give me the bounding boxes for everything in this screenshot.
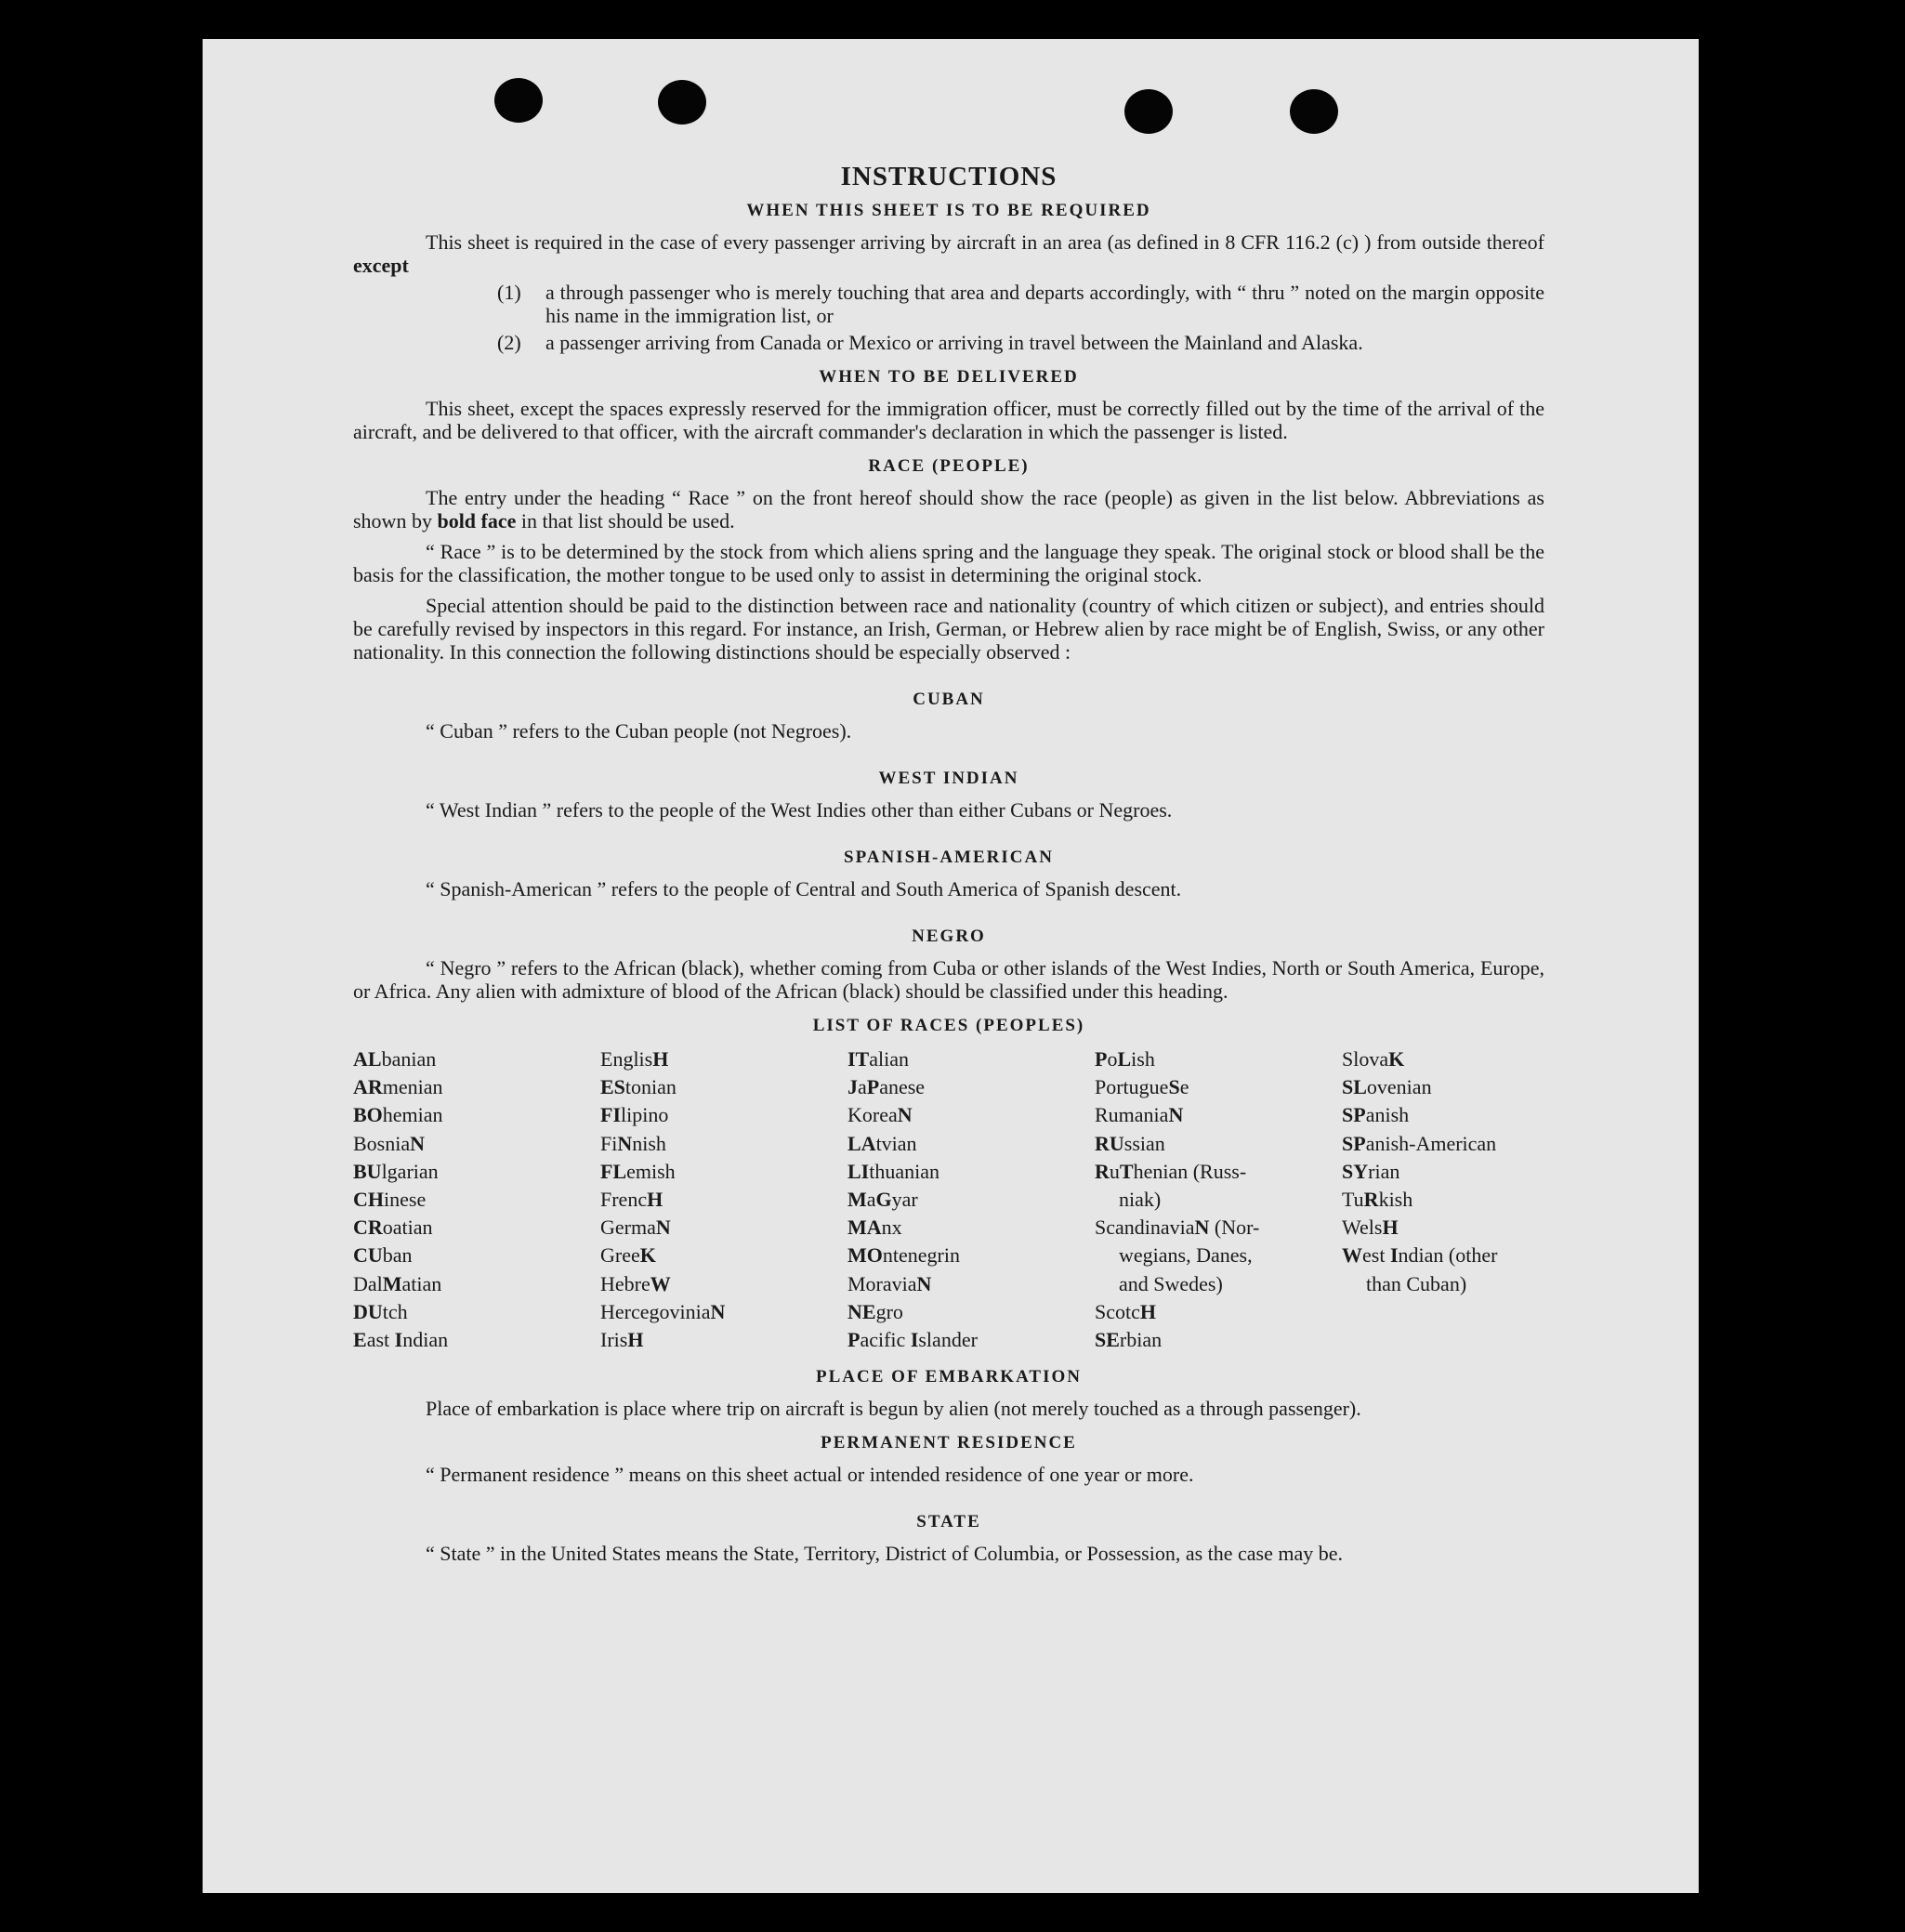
- race-entry: FLemish: [600, 1159, 676, 1183]
- race-entry: SlovaK: [1342, 1047, 1405, 1071]
- race-entry: SYrian: [1342, 1159, 1400, 1183]
- race-entry: NEgro: [847, 1299, 903, 1323]
- section-heading-negro: NEGRO: [912, 927, 986, 946]
- section-heading-embarkation: PLACE OF EMBARKATION: [816, 1367, 1082, 1387]
- document-page: [203, 39, 1699, 1893]
- section-heading-races: LIST OF RACES (PEOPLES): [812, 1016, 1085, 1035]
- race-entry: CHinese: [353, 1188, 427, 1212]
- race-entry: SErbian: [1095, 1328, 1163, 1352]
- race-entry: FiNnish: [600, 1131, 666, 1155]
- race-entry: ScotcH: [1095, 1299, 1157, 1323]
- race-column: [847, 1045, 1095, 1354]
- race-entry: and Swedes): [1119, 1271, 1223, 1295]
- race-column: [1342, 1045, 1589, 1354]
- race-column: [600, 1045, 847, 1354]
- race-entry: BUlgarian: [353, 1159, 439, 1183]
- section-heading-state: STATE: [916, 1512, 981, 1532]
- race-entry: MAnx: [847, 1216, 902, 1240]
- section-heading-west-indian: WEST INDIAN: [878, 769, 1019, 788]
- punch-hole: [494, 78, 543, 123]
- race-entry: WelsH: [1342, 1216, 1399, 1240]
- instructions-content: [353, 158, 1544, 1565]
- race-entry: FIlipino: [600, 1103, 669, 1127]
- race-entry: SLovenian: [1342, 1075, 1432, 1099]
- race-entry: SPanish-American: [1342, 1131, 1497, 1155]
- section-heading-race: RACE (PEOPLE): [868, 456, 1030, 476]
- race-list: [353, 1045, 1544, 1354]
- section-heading-delivered: WHEN TO BE DELIVERED: [819, 367, 1079, 387]
- race-entry: Pacific Islander: [847, 1328, 978, 1352]
- race-entry: PoLish: [1095, 1047, 1155, 1071]
- spanish-american-text: “ Spanish-American ” refers to the people of Central and South America of Spanish descent.: [426, 877, 1182, 900]
- race-entry: TuRkish: [1342, 1188, 1413, 1212]
- race-entry: PortugueSe: [1095, 1075, 1189, 1099]
- race-entry: IrisH: [600, 1328, 644, 1352]
- race-entry: wegians, Danes,: [1119, 1243, 1253, 1268]
- race-entry: RumaniaN: [1095, 1103, 1184, 1127]
- race-entry: EnglisH: [600, 1047, 669, 1071]
- cuban-text: “ Cuban ” refers to the Cuban people (not Negroes).: [426, 719, 852, 743]
- race-entry: CRoatian: [353, 1216, 433, 1240]
- race-paragraph-2: “ Race ” is to be determined by the stock from which aliens spring and the language they speak. The original stock or blood shall be the basis for the classification, the mother tongue to be used only to assist in determining the original stock.: [353, 540, 1544, 586]
- race-entry: BOhemian: [353, 1103, 443, 1127]
- race-entry: GreeK: [600, 1243, 656, 1268]
- section-heading-spanish-american: SPANISH-AMERICAN: [844, 848, 1054, 867]
- section-heading-required: WHEN THIS SHEET IS TO BE REQUIRED: [746, 201, 1151, 220]
- race-entry: West Indian (other: [1342, 1243, 1498, 1268]
- race-entry: MaGyar: [847, 1188, 918, 1212]
- race-entry: than Cuban): [1366, 1271, 1467, 1295]
- required-item-2: (2) a passenger arriving from Canada or Mexico or arriving in travel between the Mainland and Alaska.: [497, 331, 1363, 354]
- race-entry: DalMatian: [353, 1271, 442, 1295]
- race-entry: GermaN: [600, 1216, 671, 1240]
- race-entry: ITalian: [847, 1047, 910, 1071]
- race-entry: niak): [1119, 1188, 1162, 1212]
- punch-hole: [1290, 89, 1338, 134]
- race-entry: HebreW: [600, 1271, 671, 1295]
- race-entry: ARmenian: [353, 1075, 443, 1099]
- race-entry: RUssian: [1095, 1131, 1165, 1155]
- race-entry: LAtvian: [847, 1131, 917, 1155]
- race-entry: DUtch: [353, 1299, 408, 1323]
- section-heading-cuban: CUBAN: [913, 690, 985, 709]
- required-intro: This sheet is required in the case of every passenger arriving by aircraft in an area (as defined in 8 CFR 116.2 (c) ) from outside thereof except: [353, 230, 1544, 277]
- embarkation-text: Place of embarkation is place where trip on aircraft is begun by alien (not merely touched as a through passenger).: [426, 1397, 1361, 1421]
- race-entry: ScandinaviaN (Nor-: [1095, 1216, 1260, 1240]
- race-paragraph-3: Special attention should be paid to the distinction between race and nationality (country of which citizen or subject), and entries should be carefully revised by inspectors in this regard. For instance, an Irish, German, or Hebrew alien by race might be of English, Swiss, or any other nationality. In this connection the following distinctions should be especially observed :: [353, 594, 1544, 664]
- race-column: [353, 1045, 600, 1354]
- page-title: INSTRUCTIONS: [840, 162, 1058, 191]
- race-entry: CUban: [353, 1243, 413, 1268]
- race-entry: East Indian: [353, 1328, 449, 1352]
- race-column: [1095, 1045, 1342, 1354]
- race-entry: JaPanese: [847, 1075, 926, 1099]
- race-entry: MoraviaN: [847, 1271, 932, 1295]
- race-entry: LIthuanian: [847, 1159, 940, 1183]
- race-entry: BosniaN: [353, 1131, 426, 1155]
- delivered-text: This sheet, except the spaces expressly reserved for the immigration officer, must be correctly filled out by the time of the arrival of the aircraft, and be delivered to that officer, with the aircraft commander's declaration in which the passenger is listed.: [353, 397, 1544, 443]
- race-entry: MOntenegrin: [847, 1243, 960, 1268]
- race-entry: SPanish: [1342, 1103, 1410, 1127]
- west-indian-text: “ West Indian ” refers to the people of the West Indies other than either Cubans or Negroes.: [426, 798, 1173, 821]
- punch-hole: [658, 80, 706, 125]
- punch-hole: [1124, 89, 1173, 134]
- state-text: “ State ” in the United States means the State, Territory, District of Columbia, or Possession, as the case may be.: [426, 1542, 1344, 1566]
- race-entry: RuThenian (Russ-: [1095, 1159, 1247, 1183]
- residence-text: “ Permanent residence ” means on this sheet actual or intended residence of one year or more.: [426, 1463, 1194, 1487]
- required-item-1: (1) a through passenger who is merely touching that area and departs accordingly, with “ thru ” noted on the margin opposite his name in the immigration list, or: [497, 281, 1544, 327]
- race-entry: KoreaN: [847, 1103, 913, 1127]
- race-entry: FrencH: [600, 1188, 663, 1212]
- race-paragraph-1: The entry under the heading “ Race ” on the front hereof should show the race (people) as given in the list below. Abbreviations as shown by bold face in that list should be used.: [353, 486, 1544, 532]
- race-entry: HercegoviniaN: [600, 1299, 726, 1323]
- section-heading-residence: PERMANENT RESIDENCE: [821, 1433, 1077, 1453]
- negro-text: “ Negro ” refers to the African (black), whether coming from Cuba or other islands of the West Indies, North or South America, Europe, or Africa. Any alien with admixture of blood of the African (black) should be classified under this heading.: [353, 956, 1544, 1003]
- race-entry: ALbanian: [353, 1047, 437, 1071]
- race-entry: EStonian: [600, 1075, 677, 1099]
